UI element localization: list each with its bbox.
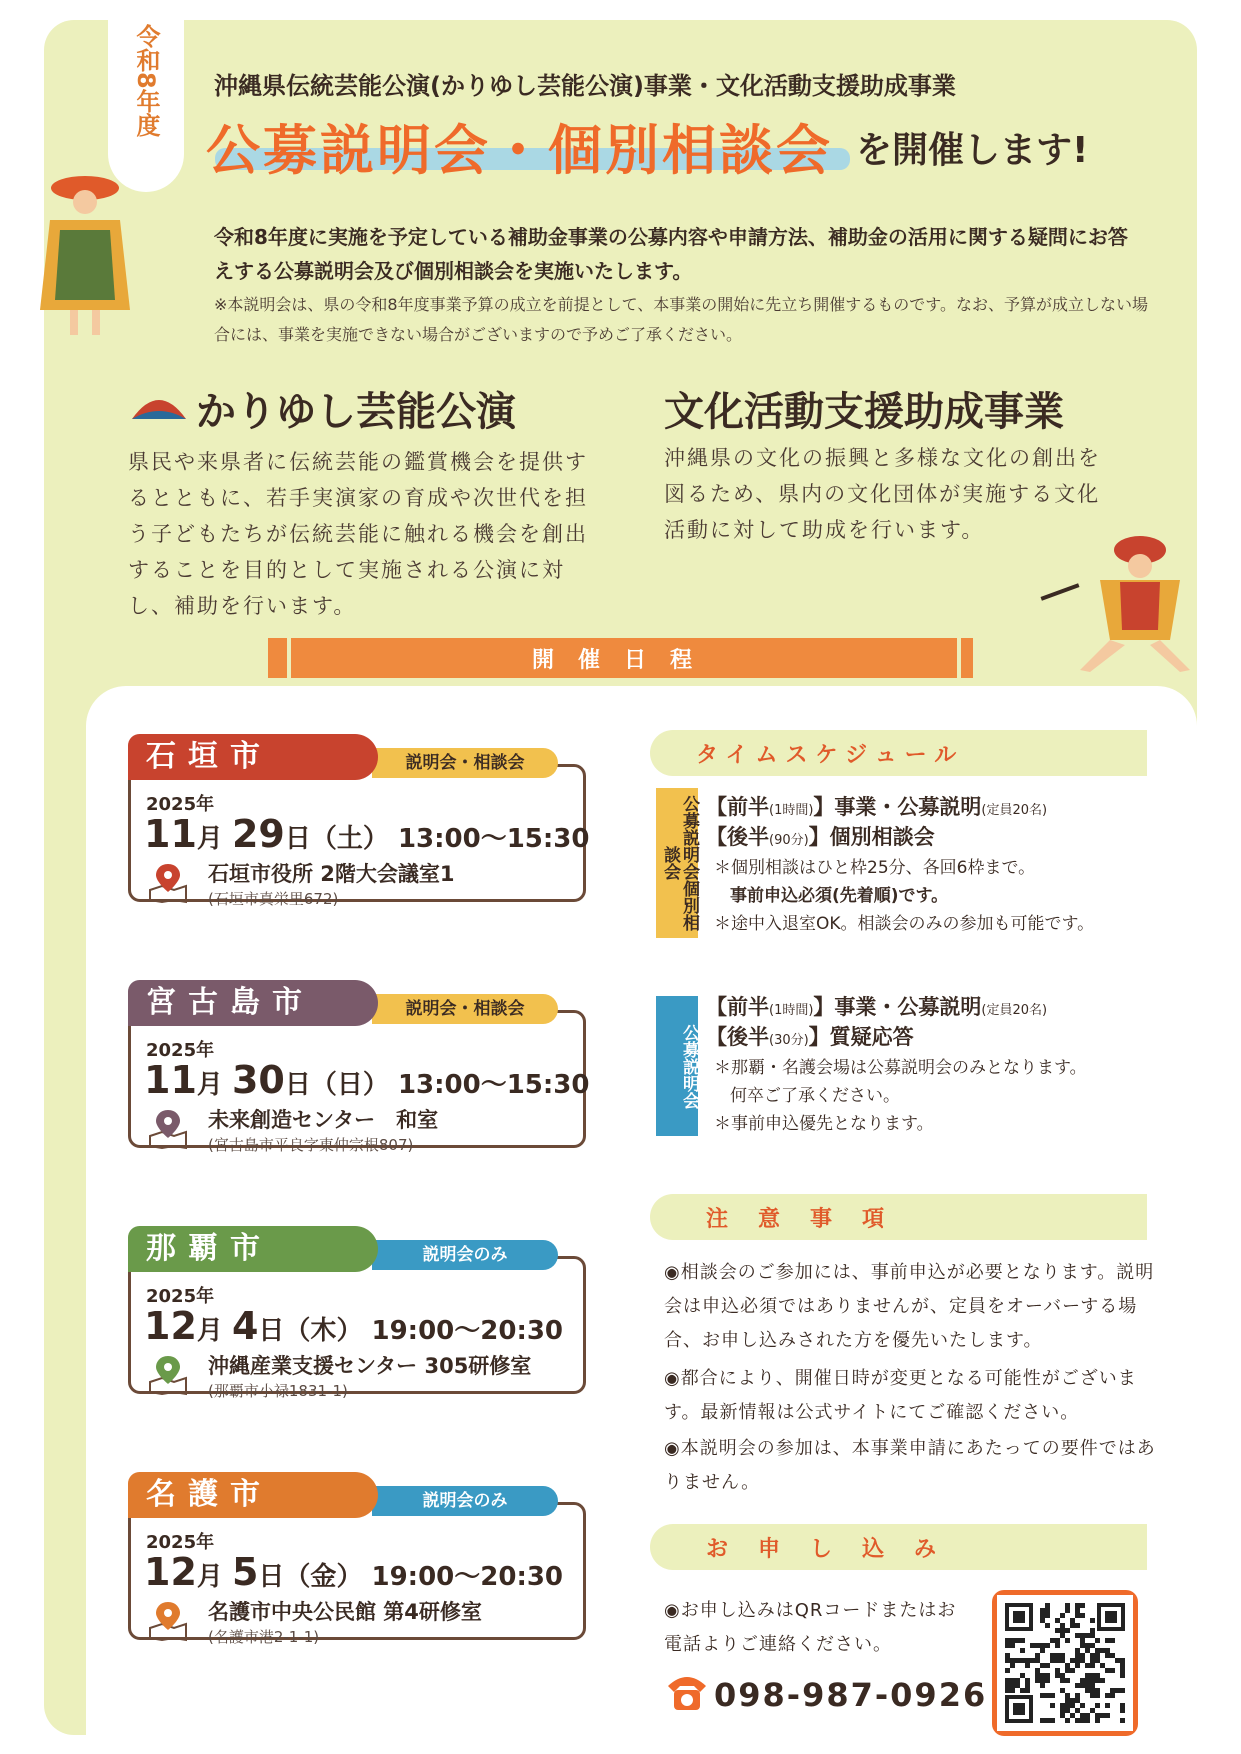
schedule-a-line2: 【後半(90分)】個別相談会 (706, 825, 935, 849)
city-card (128, 1472, 578, 1646)
schedule-b-note1: ＊那覇・名護会場は公募説明会のみとなります。 (714, 1058, 1087, 1078)
schedule-b-note3: ＊事前申込優先となります。 (714, 1114, 934, 1134)
venue-name: 石垣市役所 2階大会議室1 (208, 862, 455, 886)
city-card (128, 980, 590, 1154)
page-title-suffix: を開催します! (856, 130, 1089, 171)
venue-name: 名護市中央公民館 第4研修室 (208, 1600, 482, 1624)
event-date: 12月 5日（金） 19:00〜20:30 (144, 1550, 564, 1594)
schedule-bar-label: 開催日程 (531, 648, 716, 673)
dancer-illustration-left (30, 160, 140, 340)
intro-note: ※本説明会は、県の令和8年度事業予算の成立を前提として、本事業の開始に先立ち開催するものです。なお、予算が成立しない場合には、事業を実施できない場合がございますので予めご了承ください。 (214, 295, 1148, 344)
session-type-badge: 説明会・相談会 (372, 748, 558, 778)
venue-address: (石垣市真栄里672) (208, 890, 339, 908)
schedule-b-line1: 【前半(1時間)】事業・公募説明(定員20名) (706, 995, 1048, 1019)
year-tag-text: 令和8年度 (132, 24, 160, 137)
timeschedule-header (650, 730, 1147, 776)
schedule-a-note3: ＊途中入退室OK。相談会のみの参加も可能です。 (714, 914, 1095, 934)
notice-item-2: ◉都合により、開催日時が変更となる可能性がございます。最新情報は公式サイトにてご確認ください。 (664, 1368, 1137, 1423)
session-type-badge: 説明会・相談会 (372, 994, 558, 1024)
kariyushi-title: かりゆし芸能公演 (196, 389, 516, 435)
schedule-a-line1: 【前半(1時間)】事業・公募説明(定員20名) (706, 795, 1048, 819)
session-type-badge: 説明会のみ (372, 1240, 558, 1270)
city-card (128, 734, 590, 908)
city-name: 名護市 (128, 1472, 378, 1518)
qr-code[interactable] (992, 1590, 1138, 1736)
schedule-a-note1: ＊個別相談はひと枠25分、各回6枠まで。 (714, 858, 1036, 878)
city-name: 宮古島市 (128, 980, 378, 1026)
event-year: 2025年 (146, 1532, 215, 1553)
session-type-badge: 説明会のみ (372, 1486, 558, 1516)
notice-item-3: ◉本説明会の参加は、本事業申請にあたっての要件ではありません。 (664, 1438, 1156, 1493)
city-card (128, 1226, 578, 1400)
venue-name: 沖縄産業支援センター 305研修室 (208, 1354, 532, 1378)
city-name: 石垣市 (128, 734, 378, 780)
venue-address: (宮古島市平良字東仲宗根807) (208, 1136, 414, 1154)
schedule-b-label: 公募説明会 (656, 996, 698, 1136)
apply-heading: お申し込み (706, 1537, 967, 1562)
notice-header (650, 1194, 1147, 1240)
notice-heading: 注意事項 (706, 1207, 915, 1232)
qr-code-image (997, 1595, 1133, 1731)
intro-text: 令和8年度に実施を予定している補助金事業の公募内容や申請方法、補助金の活用に関する疑問にお答えする公募説明会及び個別相談会を実施いたします。 (214, 225, 1128, 283)
schedule-b-line2: 【後半(30分)】質疑応答 (706, 1025, 914, 1049)
venue-address: (那覇市小禄1831-1) (208, 1382, 348, 1400)
kariyushi-description: 県民や来県者に伝統芸能の鑑賞機会を提供するとともに、若手実演家の育成や次世代を担う子どもたちが伝統芸能に触れる機会を創出することを目的として実施される公演に対し、補助を行います。 (128, 450, 588, 618)
apply-text: ◉お申し込みはQRコードまたはお電話よりご連絡ください。 (664, 1600, 957, 1655)
schedule-b-note2: 何卒ご了承ください。 (730, 1086, 900, 1106)
page-title: 公募説明会・個別相談会 (206, 119, 833, 182)
schedule-a-note2: 事前申込必須(先着順)です。 (730, 886, 949, 906)
venue-name: 未来創造センター 和室 (208, 1108, 439, 1132)
venue-address: (名護市港2-1-1) (208, 1628, 320, 1646)
event-year: 2025年 (146, 1040, 215, 1061)
map-pin-icon (146, 1106, 190, 1150)
event-date: 11月 30日（日） 13:00〜15:30 (144, 1058, 590, 1102)
event-date: 11月 29日（土） 13:00〜15:30 (144, 812, 590, 856)
bunka-description: 沖縄県の文化の振興と多様な文化の創出を図るため、県内の文化団体が実施する文化活動に対して助成を行います。 (664, 446, 1101, 542)
phone-icon (664, 1672, 710, 1712)
map-pin-icon (146, 1352, 190, 1396)
event-date: 12月 4日（木） 19:00〜20:30 (144, 1304, 564, 1348)
kariyushi-logo-icon (128, 385, 190, 425)
city-name: 那覇市 (128, 1226, 378, 1272)
notice-item-1: ◉相談会のご参加には、事前申込が必要となります。説明会は申込必須ではありませんが、定員をオーバーする場合、お申し込みされた方を優先いたします。 (664, 1262, 1155, 1351)
schedule-bar (268, 638, 973, 678)
apply-header (650, 1524, 1147, 1570)
map-pin-icon (146, 860, 190, 904)
phone-number[interactable]: 098-987-0926 (714, 1676, 988, 1714)
timeschedule-heading: タイムスケジュール (696, 743, 965, 768)
header-subtitle: 沖縄県伝統芸能公演(かりゆし芸能公演)事業・文化活動支援助成事業 (214, 72, 956, 100)
event-year: 2025年 (146, 794, 215, 815)
event-year: 2025年 (146, 1286, 215, 1307)
map-pin-icon (146, 1598, 190, 1642)
schedule-a-label: 公募説明会個別相談会 (656, 788, 698, 938)
bunka-title: 文化活動支援助成事業 (664, 389, 1064, 435)
